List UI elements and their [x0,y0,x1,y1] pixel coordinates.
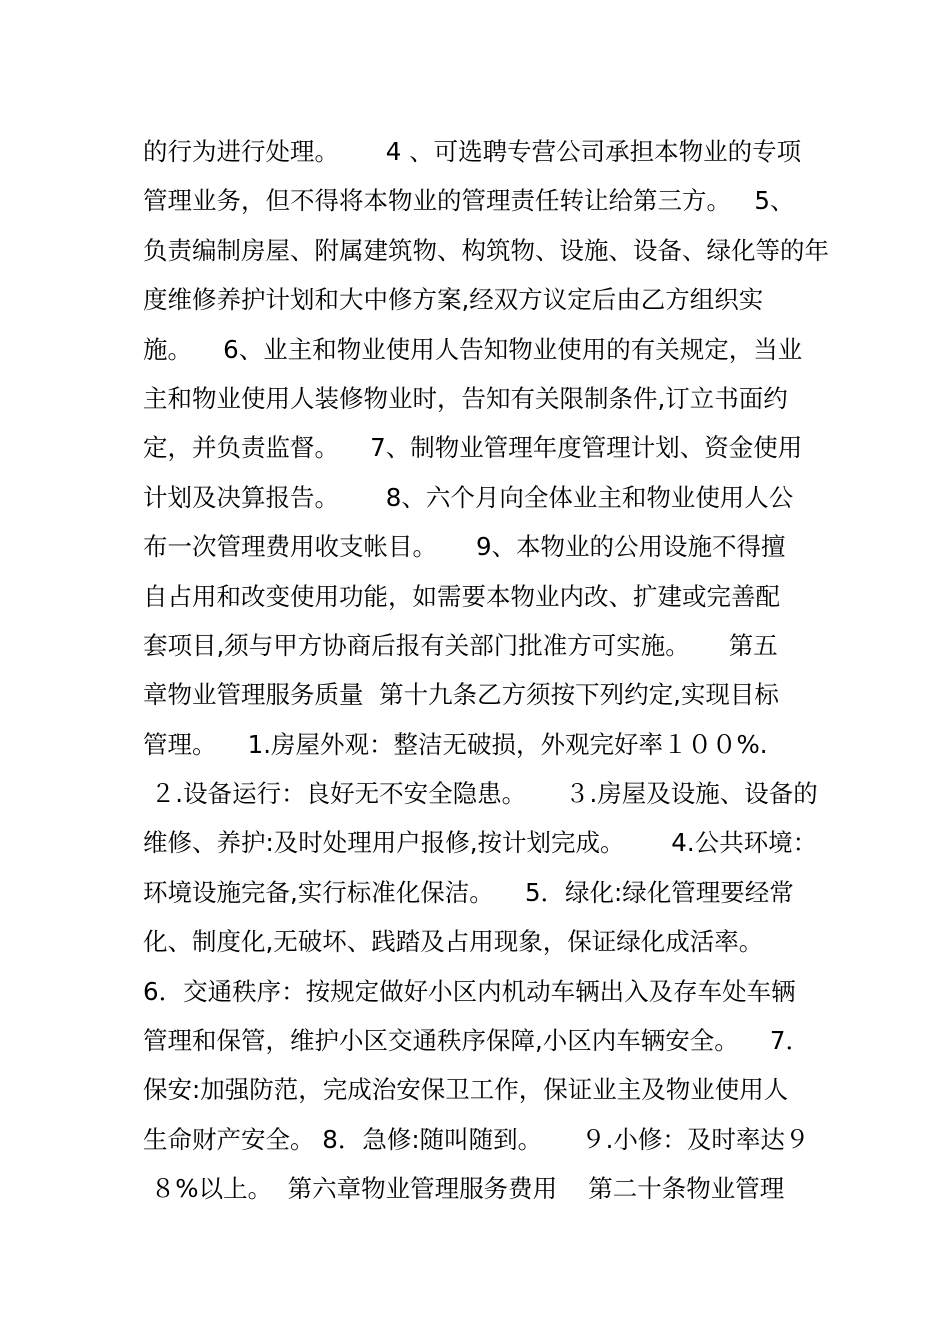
text-line: 维修、养护:及时处理用户报修,按计划完成。 4.公共环境： [143,828,818,858]
text-line: 负责编制房屋、附属建筑物、构筑物、设施、设备、绿化等的年 [143,235,829,265]
text-line: 管理和保管，维护小区交通秩序保障,小区内车辆安全。 7． [143,1026,811,1056]
text-line: 管理。 1.房屋外观：整洁无破损，外观完好率１００%. [143,729,768,759]
text-line: ８%以上。 第六章物业管理服务费用 第二十条物业管理 [143,1174,785,1204]
text-line: 生命财产安全。 8．急修:随叫随到。 ９.小修：及时率达９ [143,1124,810,1154]
text-line: 套项目,须与甲方协商后报有关部门批准方可实施。 第五 [143,630,778,660]
text-line: 的行为进行处理。 4 、可选聘专营公司承担本物业的专项 [143,137,802,166]
text-line: ２.设备运行：良好无不安全隐患。 ３.房屋及设施、设备的 [143,779,818,809]
text-line: 6．交通秩序：按规定做好小区内机动车辆出入及存车处车辆 [143,976,796,1006]
text-line: 布一次管理费用收支帐目。 9、本物业的公用设施不得擅 [143,532,786,562]
text-line: 章物业管理服务质量 第十九条乙方须按下列约定,实现目标 [143,680,779,710]
text-line: 度维修养护计划和大中修方案,经双方议定后由乙方组织实 [143,285,764,315]
text-line: 化、制度化,无破坏、践踏及占用现象，保证绿化成活率。 [143,927,764,957]
text-line: 管理业务，但不得将本物业的管理责任转让给第三方。 5、 [143,186,795,216]
text-line: 定，并负责监督。 7、制物业管理年度管理计划、资金使用 [143,433,803,463]
text-line: 自占用和改变使用功能，如需要本物业内改、扩建或完善配 [143,581,780,611]
text-line: 主和物业使用人装修物业时，告知有关限制条件,订立书面约 [143,383,788,413]
body-text [143,127,829,1214]
text-line: 计划及决算报告。 8、六个月向全体业主和物业使用人公 [143,482,794,512]
text-line: 保安:加强防范，完成治安保卫工作，保证业主及物业使用人 [143,1075,789,1105]
text-line: 施。 6、业主和物业使用人告知物业使用的有关规定，当业 [143,334,803,364]
text-line: 环境设施完备,实行标准化保洁。 5．绿化:绿化管理要经常 [143,877,794,907]
